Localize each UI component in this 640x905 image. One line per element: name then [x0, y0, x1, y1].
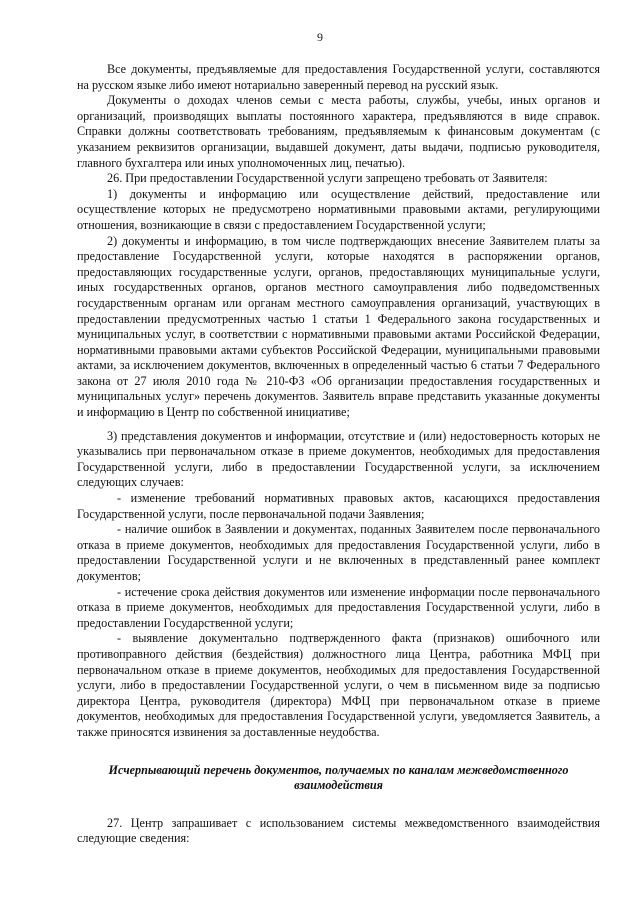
paragraph-item-26: 26. При предоставлении Государственной услуги запрещено требовать от Заявителя: — [107, 171, 548, 186]
paragraph-item-26-3: 3) представления документов и информации, отсутствие и (или) недостоверность которых не указывались при первоначальном отказе в приеме документов, необходимых для предоставления Государственной услуги, либо в предоставлении Государственной услуги, за исключением следующих случаев: — [77, 428, 600, 490]
dash-item-errors-in-application: - наличие ошибок в Заявлении и документах, поданных Заявителем после первоначального отказа в приеме документов, необходимых для предоставления Государственной услуги, либо в предоставлении Государственной услуги и не включенных в представленный ранее комплект документов; — [77, 522, 600, 583]
section-heading: Исчерпывающий перечень документов, получаемых по каналам межведомственного взаимодействия — [108, 762, 569, 793]
paragraph-income-documents: Документы о доходах членов семьи с места работы, службы, учебы, иных органов и организаций, производящих выплаты постоянного характера, предъявляются в виде справок. Справки должны соответствовать требованиям, предъявляемым к финансовым документам (с указанием реквизитов организации, выдавшей документ, даты выдачи, подписью руководителя, главного бухгалтера или иных уполномоченных лиц, печатью). — [77, 93, 600, 170]
dash-item-requirements-change: - изменение требований нормативных правовых актов, касающихся предоставления Государственной услуги, после первоначальной подачи Заявления; — [77, 491, 600, 521]
dash-item-documents-expiry: - истечение срока действия документов или изменение информации после первоначального отказа в приеме документов, необходимых для предоставления Государственной услуги, либо в предоставлении Государственной услуги; — [77, 584, 600, 630]
paragraph-item-26-2: 2) документы и информацию, в том числе подтверждающих внесение Заявителем платы за предоставление Государственной услуги, которые находятся в распоряжении органов, предоставляющих государственные услуги, органов, предоставляющих муниципальные услуги, иных государственных органов, органов местного самоуправления либо подведомственных государственным органам или органам местного самоуправления организаций, участвующих в предоставлении предусмотренных частью 1 статьи 1 Федерального закона государственных и муниципальных услуг, в соответствии с нормативными правовыми актами Российской Федерации, нормативными правовыми актами субъектов Российской Федерации, муниципальными правовыми актами, за исключением документов, включенных в определенный частью 6 статьи 7 Федерального закона от 27 июля 2010 года № 210-ФЗ «Об организации предоставления государственных и муниципальных услуг» перечень документов. Заявитель вправе представить указанные документы и информацию в Центр по собственной инициативе; — [77, 233, 600, 420]
paragraph-item-27: 27. Центр запрашивает с использованием системы межведомственного взаимодействия следующие сведения: — [77, 815, 600, 846]
page-number: 9 — [317, 30, 323, 44]
document-body — [77, 62, 600, 847]
paragraph-documents-language: Все документы, предъявляемые для предоставления Государственной услуги, составляются на русском языке либо имеют нотариально заверенный перевод на русский язык. — [77, 62, 600, 92]
dash-item-official-misconduct: - выявление документально подтвержденного факта (признаков) ошибочного или противоправного действия (бездействия) должностного лица Центра, работника МФЦ при первоначальном отказе в приеме документов, необходимых для предоставления Государственной услуги, либо в предоставлении Государственной услуги, о чем в письменном виде за подписью директора Центра, руководителя (директора) МФЦ при первоначальном отказе в приеме документов, необходимых для предоставления Государственной услуги, уведомляется Заявитель, а также приносятся извинения за доставленные неудобства. — [77, 631, 600, 739]
paragraph-item-26-1: 1) документы и информацию или осуществление действий, предоставление или осуществление которых не предусмотрено нормативными правовыми актами, регулирующими отношения, возникающие в связи с предоставлением Государственной услуги; — [77, 186, 600, 232]
